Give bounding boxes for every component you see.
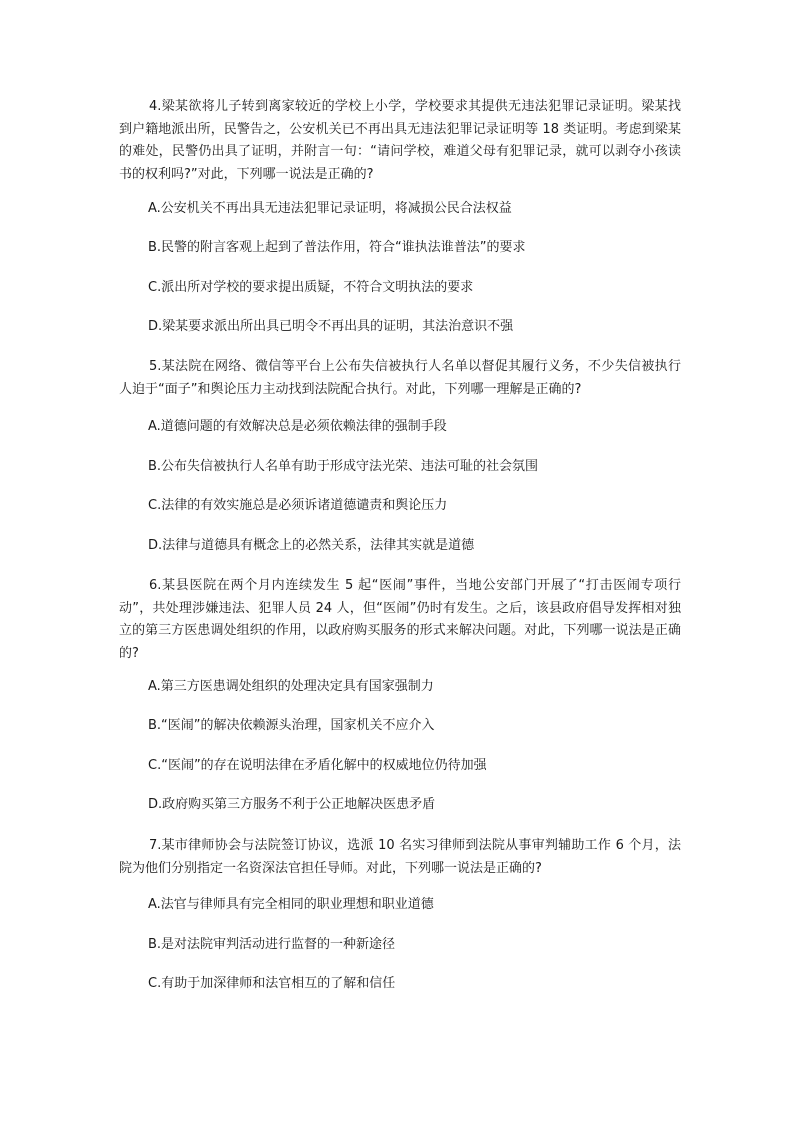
question-4-option-b: B.民警的附言客观上起到了普法作用，符合“谁执法谁普法”的要求 (148, 240, 526, 255)
question-7-option-c: C.有助于加深律师和法官相互的了解和信任 (148, 976, 396, 991)
question-4-option-a: A.公安机关不再出具无违法犯罪记录证明，将减损公民合法权益 (148, 201, 512, 216)
question-6-stem: 6.某县医院在两个月内连续发生 5 起“医闹”事件，当地公安部门开展了“打击医闹专项行动”，共处理涉嫌违法、犯罪人员 24 人，但“医闹”仍时有发生。之后，该县政府倡导发挥相对独立的第三方医患调处组织的作用，以政府购买服务的形式来解决问题。对此，下列哪一说法是正确的? (119, 578, 681, 661)
question-4-stem: 4.梁某欲将儿子转到离家较近的学校上小学，学校要求其提供无违法犯罪记录证明。梁某找到户籍地派出所，民警告之，公安机关已不再出具无违法犯罪记录证明等 18 类证明。考虑到梁某的难处，民警仍出具了证明，并附言一句：“请问学校，难道父母有犯罪记录，就可以剥夺小孩读书的权利吗?”对此，下列哪一说法是正确的? (119, 99, 681, 182)
question-5-option-b: B.公布失信被执行人名单有助于形成守法光荣、违法可耻的社会氛围 (148, 459, 539, 474)
question-6-option-a: A.第三方医患调处组织的处理决定具有国家强制力 (148, 679, 434, 694)
question-5-option-c: C.法律的有效实施总是必须诉诸道德谴责和舆论压力 (148, 498, 448, 513)
question-7-stem: 7.某市律师协会与法院签订协议，选派 10 名实习律师到法院从事审判辅助工作 6 个月，法院为他们分别指定一名资深法官担任导师。对此，下列哪一说法是正确的? (119, 838, 681, 876)
question-6-option-c: C.“医闹”的存在说明法律在矛盾化解中的权威地位仍待加强 (148, 758, 487, 773)
question-6-option-b: B.“医闹”的解决依赖源头治理，国家机关不应介入 (148, 718, 435, 733)
question-4-option-c: C.派出所对学校的要求提出质疑，不符合文明执法的要求 (148, 280, 474, 295)
question-6-option-d: D.政府购买第三方服务不利于公正地解决医患矛盾 (148, 797, 436, 812)
question-7-option-b: B.是对法院审判活动进行监督的一种新途径 (148, 937, 396, 952)
question-4-option-d: D.梁某要求派出所出具已明令不再出具的证明，其法治意识不强 (148, 319, 514, 334)
question-7-option-a: A.法官与律师具有完全相同的职业理想和职业道德 (148, 897, 434, 912)
question-5-stem: 5.某法院在网络、微信等平台上公布失信被执行人名单以督促其履行义务，不少失信被执行人迫于“面子”和舆论压力主动找到法院配合执行。对此，下列哪一理解是正确的? (119, 359, 681, 397)
question-5-option-d: D.法律与道德具有概念上的必然关系，法律其实就是道德 (148, 538, 475, 553)
question-5-option-a: A.道德问题的有效解决总是必须依赖法律的强制手段 (148, 419, 447, 434)
